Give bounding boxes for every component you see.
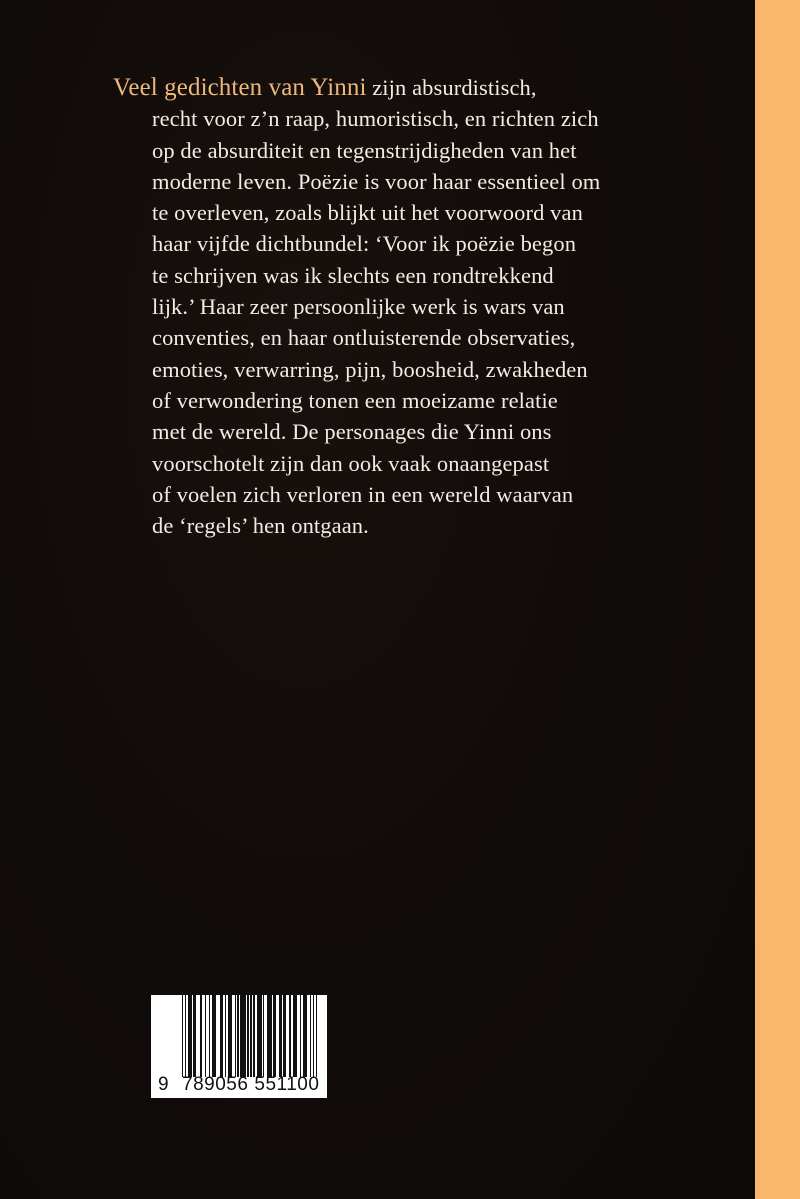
- blurb-line: de ‘regels’ hen ontgaan.: [152, 513, 369, 539]
- isbn-group-1: 789056: [182, 1074, 249, 1095]
- blurb-line: op de absurditeit en tegenstrijdigheden van het: [152, 137, 577, 163]
- blurb-line: haar vijfde dichtbundel: ‘Voor ik poëzie begon: [152, 231, 577, 257]
- blurb-line: conventies, en haar ontluisterende observaties,: [152, 325, 576, 351]
- blurb-line: te schrijven was ik slechts een rondtrekkend: [152, 262, 554, 288]
- blurb-line: moderne leven. Poëzie is voor haar essentieel om: [152, 168, 601, 194]
- isbn-lead-digit: 9: [157, 1074, 170, 1095]
- blurb-line-text: zijn absurdistisch,: [366, 75, 537, 100]
- blurb-line: te overleven, zoals blijkt uit het voorwoord van: [152, 200, 583, 226]
- isbn-barcode: [151, 995, 327, 1098]
- blurb-line: met de wereld. De personages die Yinni ons: [152, 419, 552, 445]
- blurb-lead-in: Veel gedichten van Yinni: [113, 74, 367, 101]
- barcode-bar: [316, 995, 317, 1077]
- isbn-group-2: 551100: [254, 1074, 320, 1095]
- blurb-line: of voelen zich verloren in een wereld waarvan: [152, 481, 574, 507]
- blurb-line: emoties, verwarring, pijn, boosheid, zwakheden: [152, 356, 588, 382]
- blurb-line: voorschotelt zijn dan ook vaak onaangepast: [152, 450, 550, 476]
- isbn-number: [151, 1074, 327, 1096]
- blurb-line: lijk.’ Haar zeer persoonlijke werk is wars van: [152, 294, 565, 320]
- blurb-line: of verwondering tonen een moeizame relatie: [152, 387, 558, 413]
- spine-color-stripe: [755, 0, 800, 1199]
- back-cover-blurb: [113, 72, 713, 541]
- blurb-line-1: [113, 72, 713, 103]
- barcode-bars: [182, 995, 318, 1077]
- blurb-line: recht voor z’n raap, humoristisch, en richten zich: [152, 106, 599, 132]
